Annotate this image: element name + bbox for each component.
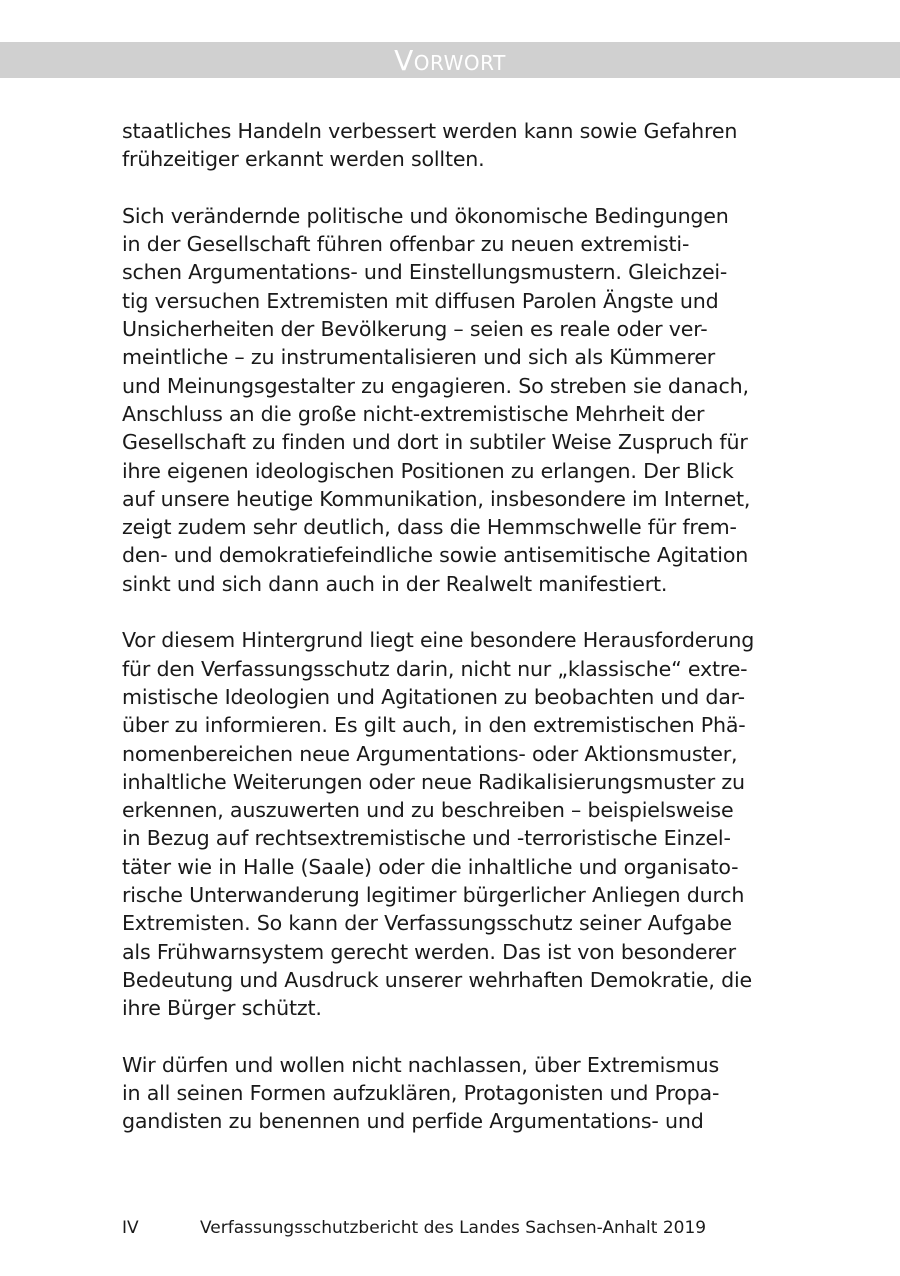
page-footer: [122, 1214, 802, 1242]
body-text: [122, 117, 762, 1164]
paragraph-1: staatliches Handeln verbessert werden kann sowie Gefahren frühzeitiger erkannt werden sollten.: [122, 119, 738, 172]
page-number: IV: [122, 1218, 139, 1238]
header-bar: [0, 42, 900, 78]
report-title: Verfassungsschutzbericht des Landes Sachsen-Anhalt 2019: [200, 1218, 707, 1238]
page-title: Vorwort: [394, 44, 506, 77]
paragraph-4: Wir dürfen und wollen nicht nachlassen, über Extremismus in all seinen Formen aufzuklären, Protagonisten und Propa- gandisten zu benennen und perfide Argumentations- und: [122, 1052, 720, 1134]
paragraph-2: Sich verändernde politische und ökonomische Bedingungen in der Gesellschaft führen offenbar zu neuen extremisti- schen Argumentations- und Einstellungsmustern. Gleichzei- tig versuchen Extremisten mit diffusen Parolen Ängste und Unsicherheiten der Bevölkerung – seien es reale oder ver- meintliche – zu instrumentalisieren und sich als Kümmerer und Meinungsgestalter zu engagieren. So streben sie danach, Anschluss an die große nicht-extremistische Mehrheit der Gesellschaft zu finden und dort in subtiler Weise Zuspruch für ihre eigenen ideologischen Positionen zu erlangen. Der Blick auf unsere heutige Kommunikation, insbesondere im Internet, zeigt zudem sehr deutlich, dass die Hemmschwelle für frem- den- und demokratiefeindliche sowie antisemitische Agitation sinkt und sich dann auch in der Realwelt manifestiert.: [122, 203, 751, 596]
paragraph-3: Vor diesem Hintergrund liegt eine besondere Herausforderung für den Verfassungsschutz darin, nicht nur „klassische“ extre- mistische Ideologien und Agitationen zu beobachten und dar- über zu informieren. Es gilt auch, in den extremistischen Phä- nomenbereichen neue Argumentations- oder Aktionsmuster, inhaltliche Weiterungen oder neue Radikalisierungsmuster zu erkennen, auszuwerten und zu beschreiben – beispielsweise in Bezug auf rechtsextremistische und -terroristische Einzel- täter wie in Halle (Saale) oder die inhaltliche und organisato- rische Unterwanderung legitimer bürgerlicher Anliegen durch Extremisten. So kann der Verfassungsschutz seiner Aufgabe als Frühwarnsystem gerecht werden. Das ist von besonderer Bedeutung und Ausdruck unserer wehrhaften Demokratie, die ihre Bürger schützt.: [122, 628, 755, 1021]
